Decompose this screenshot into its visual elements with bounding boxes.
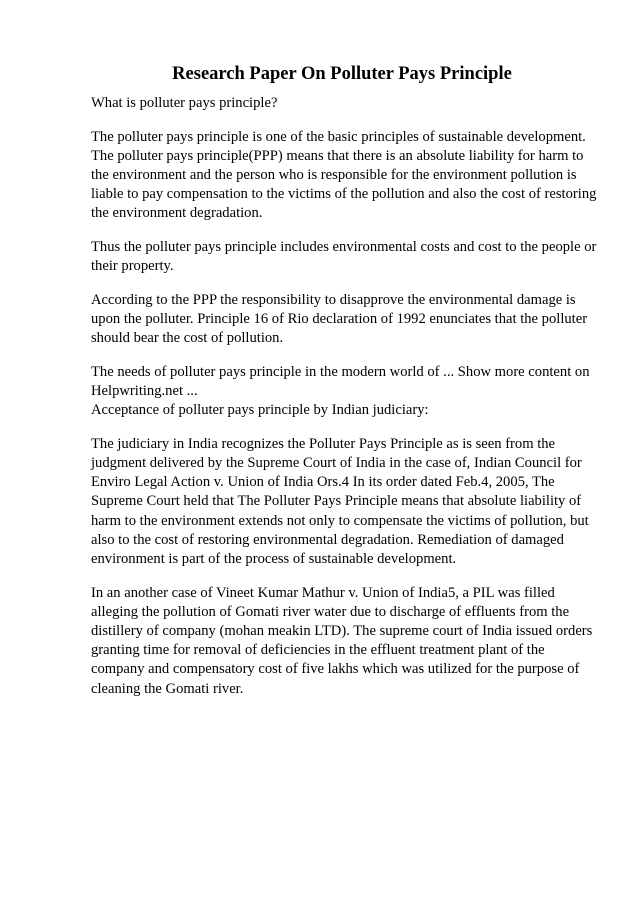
document-title: Research Paper On Polluter Pays Principle [172,64,512,84]
paragraph-definition: The polluter pays principle is one of the basic principles of sustainable development. The polluter pays principle(PPP) means that there is an absolute liability for harm to the environment and the person who is responsible for the environment pollution is liable to pay compensation to the victims of the pollution and also the cost of restoring the environment degradation. [91,128,597,222]
document-body [91,94,597,713]
paragraph-indian-judiciary-heading: Acceptance of polluter pays principle by Indian judiciary: [91,402,429,419]
paragraph-gomati-case: In an another case of Vineet Kumar Mathur v. Union of India5, a PIL was filled alleging the pollution of Gomati river water due to discharge of effluents from the distillery of company (mohan meakin LTD). The supreme court of India issued orders granting time for removal of deficiencies in the effluent treatment plant of the company and compensatory cost of five lakhs which was utilized for the purpose of cleaning the Gomati river. [91,584,593,697]
paragraph-show-more: The needs of polluter pays principle in the modern world of ... Show more content on Helpwriting.net ... [91,363,590,399]
paragraph-rio-declaration: According to the PPP the responsibility to disapprove the environmental damage is upon the polluter. Principle 16 of Rio declaration of 1992 enunciates that the polluter should bear the cost of pollution. [91,291,588,347]
paragraph-supreme-court-case: The judiciary in India recognizes the Polluter Pays Principle as is seen from the judgment delivered by the Supreme Court of India in the case of, Indian Council for Enviro Legal Action v. Union of India Ors.4 In its order dated Feb.4, 2005, The Supreme Court held that The Polluter Pays Principle means that absolute liability of harm to the environment extends not only to compensate the victims of pollution, but also to the cost of restoring environmental degradation. Remediation of damaged environment is part of the process of sustainable development. [91,435,589,568]
question-heading: What is polluter pays principle? [91,95,278,111]
paragraph-costs: Thus the polluter pays principle includes environmental costs and cost to the people or their property. [91,239,597,275]
